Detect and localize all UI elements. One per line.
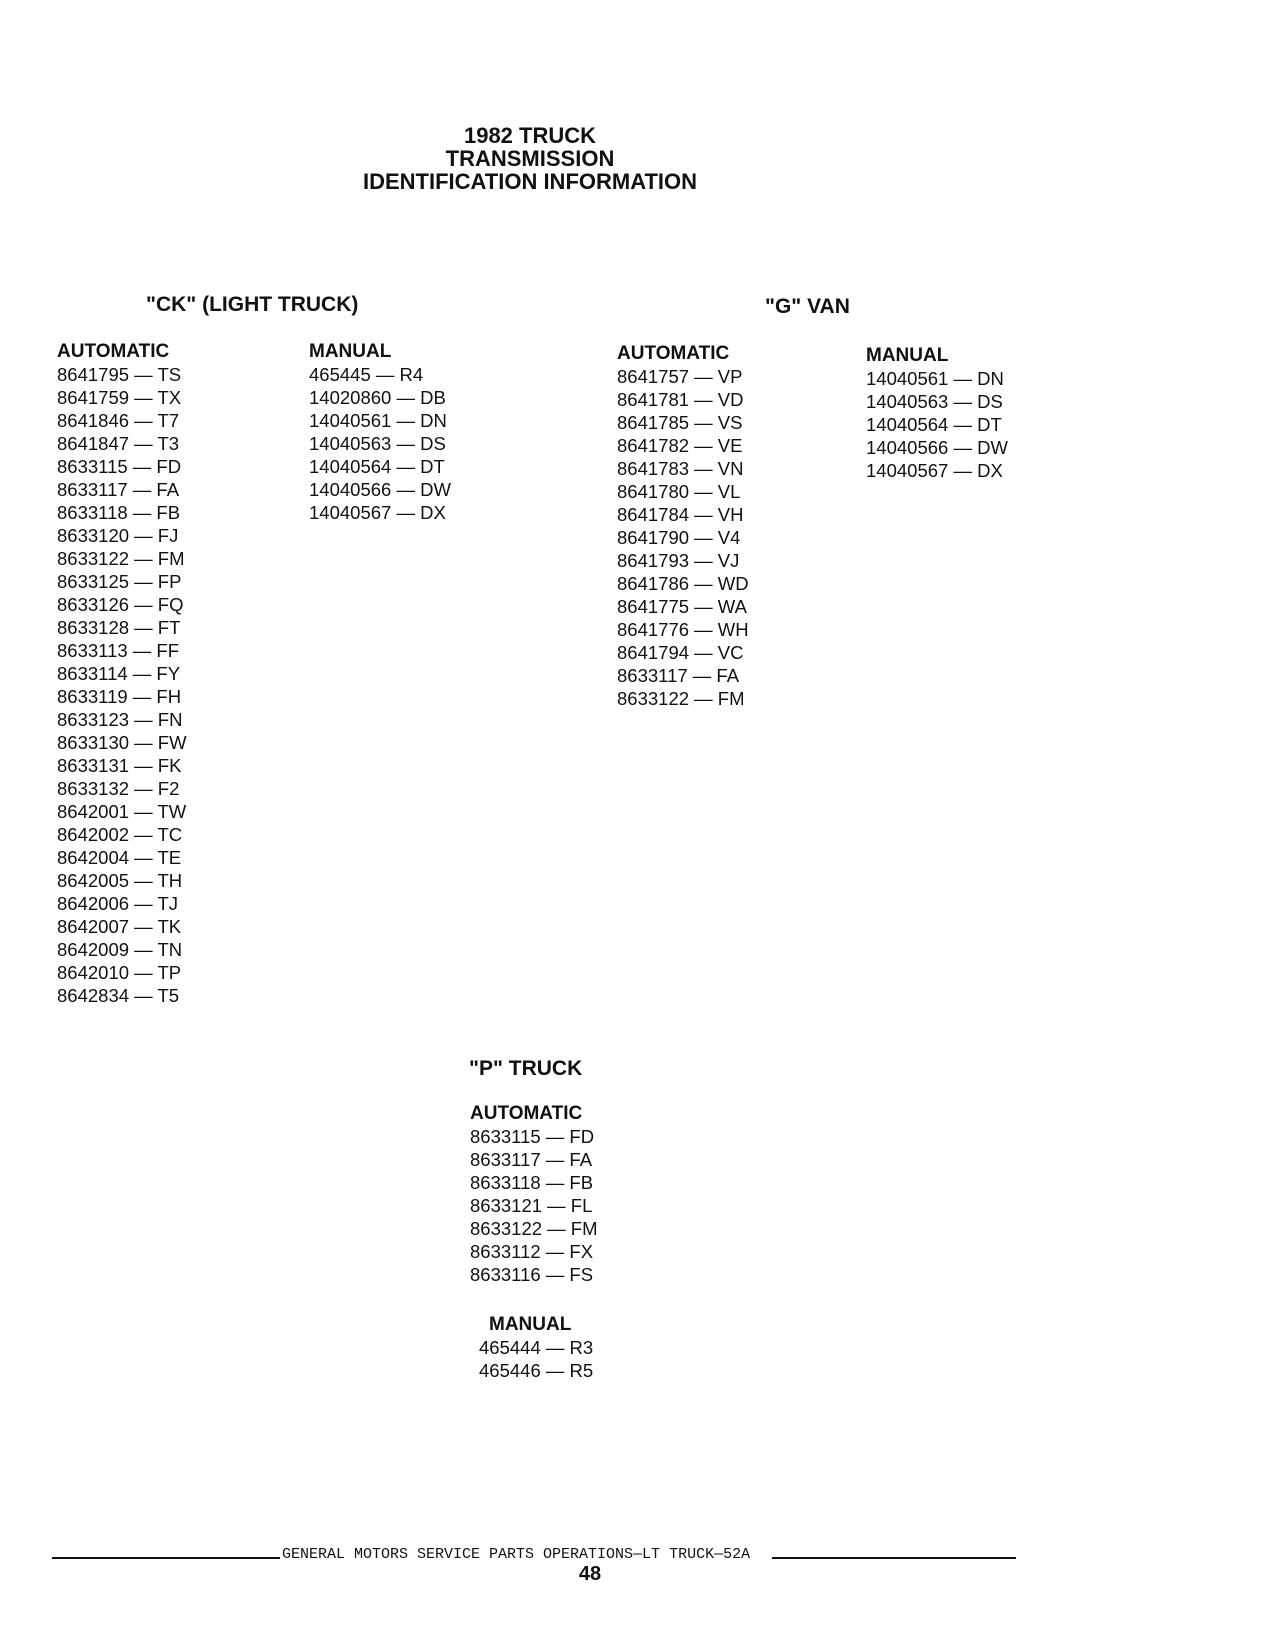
part-number-entry: 14040563 — DS — [866, 391, 1003, 412]
part-number-entry: 8641785 — VS — [617, 412, 743, 433]
part-number-entry: 8633131 — FK — [57, 755, 182, 776]
part-number-entry: 8633120 — FJ — [57, 525, 179, 546]
g-manual-list — [866, 367, 1008, 482]
part-number-entry: 8641790 — V4 — [617, 527, 741, 548]
p-manual-list — [479, 1336, 593, 1382]
p-manual-heading: MANUAL — [489, 1314, 572, 1335]
part-number-entry: 14020860 — DB — [309, 387, 446, 408]
ck-automatic-column — [57, 340, 187, 1007]
g-manual-heading: MANUAL — [866, 345, 949, 366]
part-number-entry: 8633115 — FD — [57, 456, 182, 477]
part-number-entry: 8641780 — VL — [617, 481, 741, 502]
part-number-entry: 8641757 — VP — [617, 366, 743, 387]
ck-manual-column — [309, 340, 451, 524]
part-number-entry: 8633119 — FH — [57, 686, 182, 707]
part-number-entry: 14040561 — DN — [309, 410, 447, 431]
g-section-heading: "G" VAN — [765, 295, 850, 318]
p-automatic-column — [470, 1102, 598, 1286]
part-number-entry: 8633125 — FP — [57, 571, 182, 592]
p-section-heading: "P" TRUCK — [469, 1057, 583, 1080]
part-number-entry: 8633132 — F2 — [57, 778, 180, 799]
part-number-entry: 8633113 — FF — [57, 640, 180, 661]
part-number-entry: 14040567 — DX — [309, 502, 446, 523]
g-manual-column — [866, 344, 1008, 482]
part-number-entry: 8633123 — FN — [57, 709, 183, 730]
part-number-entry: 8641783 — VN — [617, 458, 744, 479]
part-number-entry: 8633118 — FB — [57, 502, 181, 523]
part-number-entry: 8633122 — FM — [470, 1218, 598, 1239]
part-number-entry: 8633116 — FS — [470, 1264, 594, 1285]
part-number-entry: 8633117 — FA — [617, 665, 740, 686]
page-number: 48 — [578, 1563, 602, 1585]
part-number-entry: 465444 — R3 — [479, 1337, 594, 1358]
part-number-entry: 8633118 — FB — [470, 1172, 594, 1193]
p-automatic-list — [470, 1125, 598, 1286]
footer-text: GENERAL MOTORS SERVICE PARTS OPERATIONS—LT TRUCK—52A — [282, 1546, 751, 1563]
ck-automatic-list — [57, 363, 187, 1007]
part-number-entry: 14040561 — DN — [866, 368, 1004, 389]
ck-automatic-heading: AUTOMATIC — [57, 341, 170, 362]
ck-section-heading: "CK" (LIGHT TRUCK) — [146, 293, 359, 316]
part-number-entry: 8642010 — TP — [57, 962, 182, 983]
part-number-entry: 8642006 — TJ — [57, 893, 179, 914]
part-number-entry: 8641795 — TS — [57, 364, 182, 385]
part-number-entry: 8641775 — WA — [617, 596, 747, 617]
page-title — [300, 124, 760, 193]
part-number-entry: 8641776 — WH — [617, 619, 749, 640]
part-number-entry: 8642004 — TE — [57, 847, 182, 868]
title-line-2: TRANSMISSION — [445, 146, 615, 171]
part-number-entry: 8633122 — FM — [57, 548, 185, 569]
part-number-entry: 8641781 — VD — [617, 389, 744, 410]
p-manual-column — [479, 1313, 593, 1382]
part-number-entry: 8642834 — T5 — [57, 985, 180, 1006]
part-number-entry: 14040563 — DS — [309, 433, 446, 454]
part-number-entry: 8641794 — VC — [617, 642, 744, 663]
part-number-entry: 8633117 — FA — [57, 479, 180, 500]
part-number-entry: 465446 — R5 — [479, 1360, 594, 1381]
part-number-entry: 8641793 — VJ — [617, 550, 740, 571]
part-number-entry: 8641847 — T3 — [57, 433, 180, 454]
title-line-3: IDENTIFICATION INFORMATION — [362, 169, 698, 194]
p-automatic-heading: AUTOMATIC — [470, 1103, 583, 1124]
part-number-entry: 8642009 — TN — [57, 939, 183, 960]
g-automatic-heading: AUTOMATIC — [617, 343, 730, 364]
part-number-entry: 14040567 — DX — [866, 460, 1003, 481]
footer-rule-right — [772, 1557, 1016, 1559]
part-number-entry: 465445 — R4 — [309, 364, 424, 385]
footer-rule-left — [52, 1557, 280, 1559]
part-number-entry: 8641784 — VH — [617, 504, 744, 525]
part-number-entry: 8633121 — FL — [470, 1195, 593, 1216]
ck-manual-list — [309, 363, 451, 524]
part-number-entry: 8642005 — TH — [57, 870, 183, 891]
part-number-entry: 8633126 — FQ — [57, 594, 184, 615]
g-automatic-column — [617, 342, 749, 710]
part-number-entry: 8642002 — TC — [57, 824, 183, 845]
part-number-entry: 14040564 — DT — [866, 414, 1002, 435]
part-number-entry: 8641846 — T7 — [57, 410, 180, 431]
g-automatic-list — [617, 365, 749, 710]
part-number-entry: 8641759 — TX — [57, 387, 182, 408]
part-number-entry: 14040564 — DT — [309, 456, 445, 477]
part-number-entry: 8633117 — FA — [470, 1149, 593, 1170]
part-number-entry: 8642001 — TW — [57, 801, 187, 822]
part-number-entry: 8633112 — FX — [470, 1241, 594, 1262]
part-number-entry: 8633115 — FD — [470, 1126, 595, 1147]
part-number-entry: 8633114 — FY — [57, 663, 181, 684]
part-number-entry: 14040566 — DW — [866, 437, 1008, 458]
part-number-entry: 8633122 — FM — [617, 688, 745, 709]
part-number-entry: 14040566 — DW — [309, 479, 451, 500]
part-number-entry: 8633128 — FT — [57, 617, 181, 638]
part-number-entry: 8642007 — TK — [57, 916, 182, 937]
part-number-entry: 8633130 — FW — [57, 732, 187, 753]
part-number-entry: 8641782 — VE — [617, 435, 743, 456]
ck-manual-heading: MANUAL — [309, 341, 392, 362]
part-number-entry: 8641786 — WD — [617, 573, 749, 594]
title-line-1: 1982 TRUCK — [463, 123, 597, 148]
